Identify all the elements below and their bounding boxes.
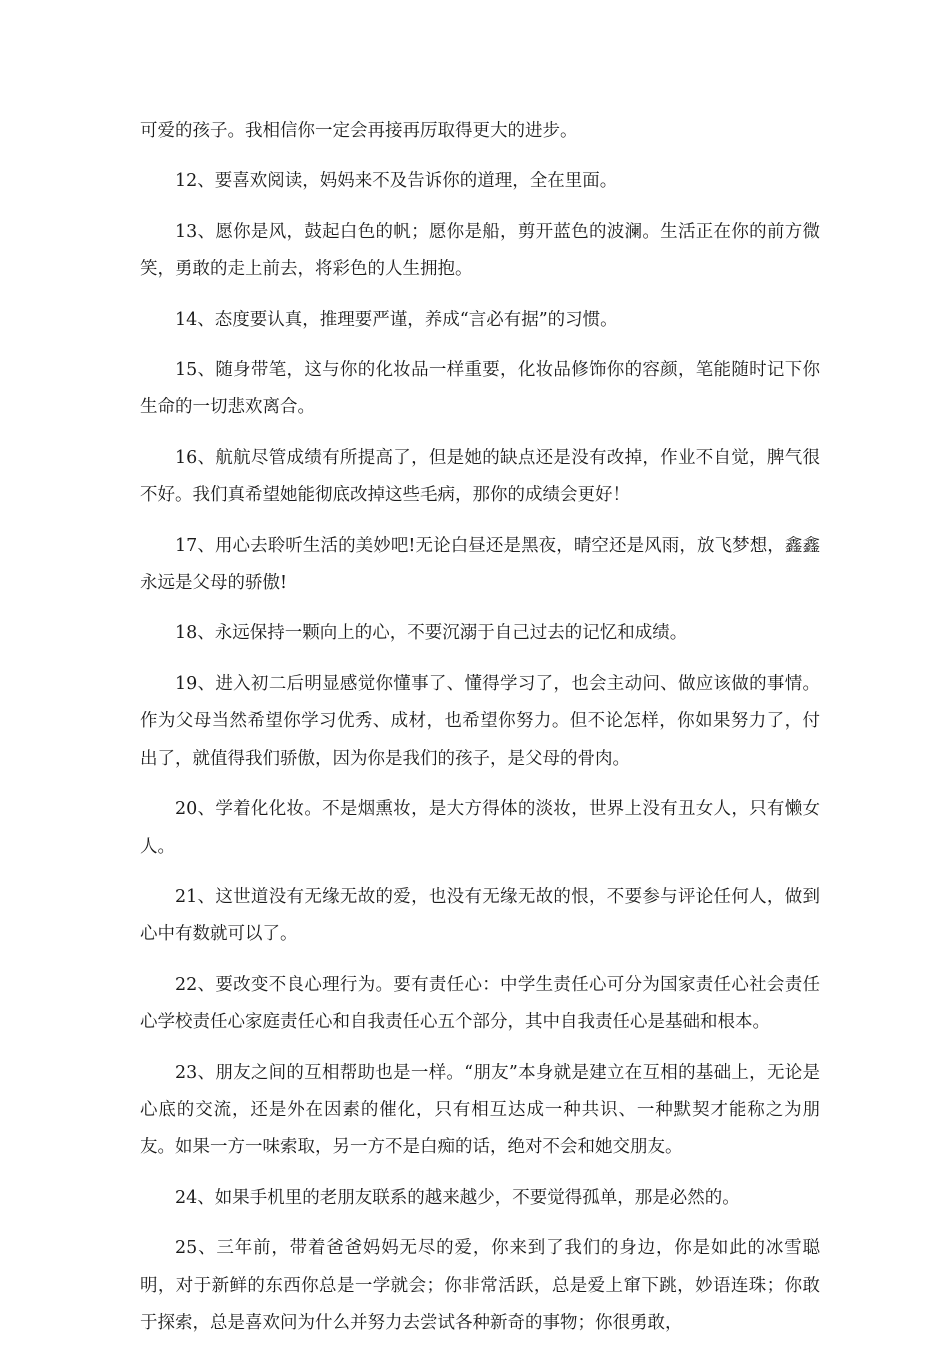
paragraph-continued: 可爱的孩子。我相信你一定会再接再厉取得更大的进步。 (140, 121, 578, 141)
paragraph-16: 16、航航尽管成绩有所提高了，但是她的缺点还是没有改掉，作业不自觉，脾气很不好。我们真希望她能彻底改掉这些毛病，那你的成绩会更好！ (140, 447, 820, 506)
document-body (140, 113, 820, 1355)
paragraph-15: 15、随身带笔，这与你的化妆品一样重要，化妆品修饰你的容颜，笔能随时记下你生命的一切悲欢离合。 (140, 360, 820, 418)
paragraph-13: 13、愿你是风，鼓起白色的帆；愿你是船，剪开蓝色的波澜。生活正在你的前方微笑，勇敢的走上前去，将彩色的人生拥抱。 (140, 221, 820, 280)
paragraph-24: 24、如果手机里的老朋友联系的越来越少，不要觉得孤单，那是必然的。 (175, 1187, 740, 1208)
paragraph-25: 25、三年前，带着爸爸妈妈无尽的爱，你来到了我们的身边，你是如此的冰雪聪明，对于新鲜的东西你总是一学就会；你非常活跃，总是爱上窜下跳，妙语连珠；你敢于探索，总是喜欢问为什么并努力去尝试各种新奇的事物；你很勇敢， (140, 1238, 820, 1333)
paragraph-19: 19、进入初二后明显感觉你懂事了、懂得学习了，也会主动问、做应该做的事情。作为父母当然希望你学习优秀、成材，也希望你努力。但不论怎样，你如果努力了，付出了，就值得我们骄傲，因为你是我们的孩子，是父母的骨肉。 (140, 673, 820, 769)
paragraph-14: 14、态度要认真，推理要严谨，养成“言必有据”的习惯。 (175, 309, 618, 330)
paragraph-21: 21、这世道没有无缘无故的爱，也没有无缘无故的恨，不要参与评论任何人，做到心中有数就可以了。 (140, 886, 820, 945)
paragraph-23: 23、朋友之间的互相帮助也是一样。“朋友”本身就是建立在互相的基础上，无论是心底的交流，还是外在因素的催化，只有相互达成一种共识、一种默契才能称之为朋友。如果一方一味索取，另一方不是白痴的话，绝对不会和她交朋友。 (140, 1062, 820, 1158)
paragraph-20: 20、学着化化妆。不是烟熏妆，是大方得体的淡妆，世界上没有丑女人，只有懒女人。 (140, 799, 820, 857)
paragraph-12: 12、要喜欢阅读，妈妈来不及告诉你的道理，全在里面。 (175, 171, 618, 192)
paragraph-18: 18、永远保持一颗向上的心，不要沉溺于自己过去的记忆和成绩。 (175, 623, 688, 644)
paragraph-22: 22、要改变不良心理行为。要有责任心：中学生责任心可分为国家责任心社会责任心学校责任心家庭责任心和自我责任心五个部分，其中自我责任心是基础和根本。 (140, 974, 820, 1033)
paragraph-17: 17、用心去聆听生活的美妙吧!无论白昼还是黑夜，晴空还是风雨，放飞梦想，鑫鑫永远是父母的骄傲! (140, 535, 820, 594)
